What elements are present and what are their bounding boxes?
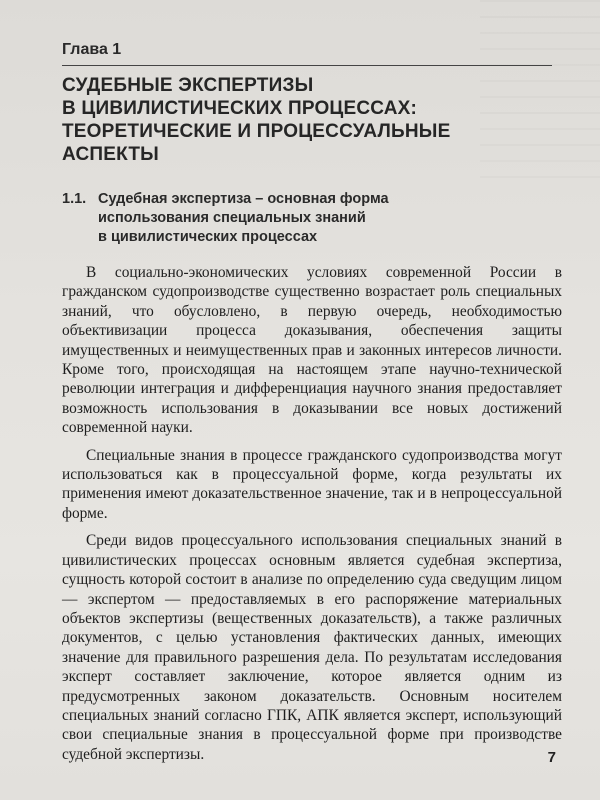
- paragraph: Среди видов процессуального использования специальных знаний в цивилистических процессах основным является судебная экспертиза, сущность которой состоит в анализе по определению суда сведущим лицом — экспертом — предоставляемых в его распоряжение материальных объектов экспертизы (вещественных доказательств), а также различных документов, с целью установления фактических данных, имеющих значение для правильного разрешения дела. По результатам исследования эксперт составляет заключение, которое является одним из предусмотренных законом доказательств. Основным носителем специальных знаний согласно ГПК, АПК является эксперт, использующий свои специальные знания в процессуальной форме при производстве судебной экспертизы.: [62, 532, 562, 763]
- paragraph: В социально-экономических условиях современной России в гражданском судопроизводстве существенно возрастает роль специальных знаний, что обусловлено, в первую очередь, необходимостью объективизации процесса доказывания, обеспечения защиты имущественных и неимущественных прав и законных интересов личности. Кроме того, происходящая на настоящем этапе научно-технической революции интеграция и дифференциация научного знания предоставляет возможность использования в доказывании все новых достижений современной науки.: [62, 264, 562, 437]
- paragraph: Специальные знания в процессе гражданского судопроизводства могут использоваться как в процессуальной форме, когда результаты их применения имеют доказательственное значение, так и в непроцессуальной форме.: [62, 446, 562, 522]
- chapter-title-line: В ЦИВИЛИСТИЧЕСКИХ ПРОЦЕССАХ:: [62, 98, 418, 119]
- section-heading: [62, 190, 562, 247]
- section-title-line: Судебная экспертиза – основная форма: [98, 191, 389, 207]
- section-title-line: в цивилистических процессах: [98, 229, 318, 245]
- chapter-title-line: ТЕОРЕТИЧЕСКИЕ И ПРОЦЕССУАЛЬНЫЕ: [62, 121, 451, 142]
- page-content: [62, 40, 562, 772]
- section-number: 1.1.: [62, 191, 87, 207]
- chapter-title-line: АСПЕКТЫ: [62, 144, 159, 165]
- chapter-title: [62, 74, 562, 166]
- chapter-label: Глава 1: [62, 40, 552, 66]
- page-number: 7: [547, 749, 556, 766]
- section-title: [98, 190, 562, 247]
- section-title-line: использования специальных знаний: [98, 210, 366, 226]
- chapter-title-line: СУДЕБНЫЕ ЭКСПЕРТИЗЫ: [62, 75, 314, 96]
- body-text: [62, 263, 562, 764]
